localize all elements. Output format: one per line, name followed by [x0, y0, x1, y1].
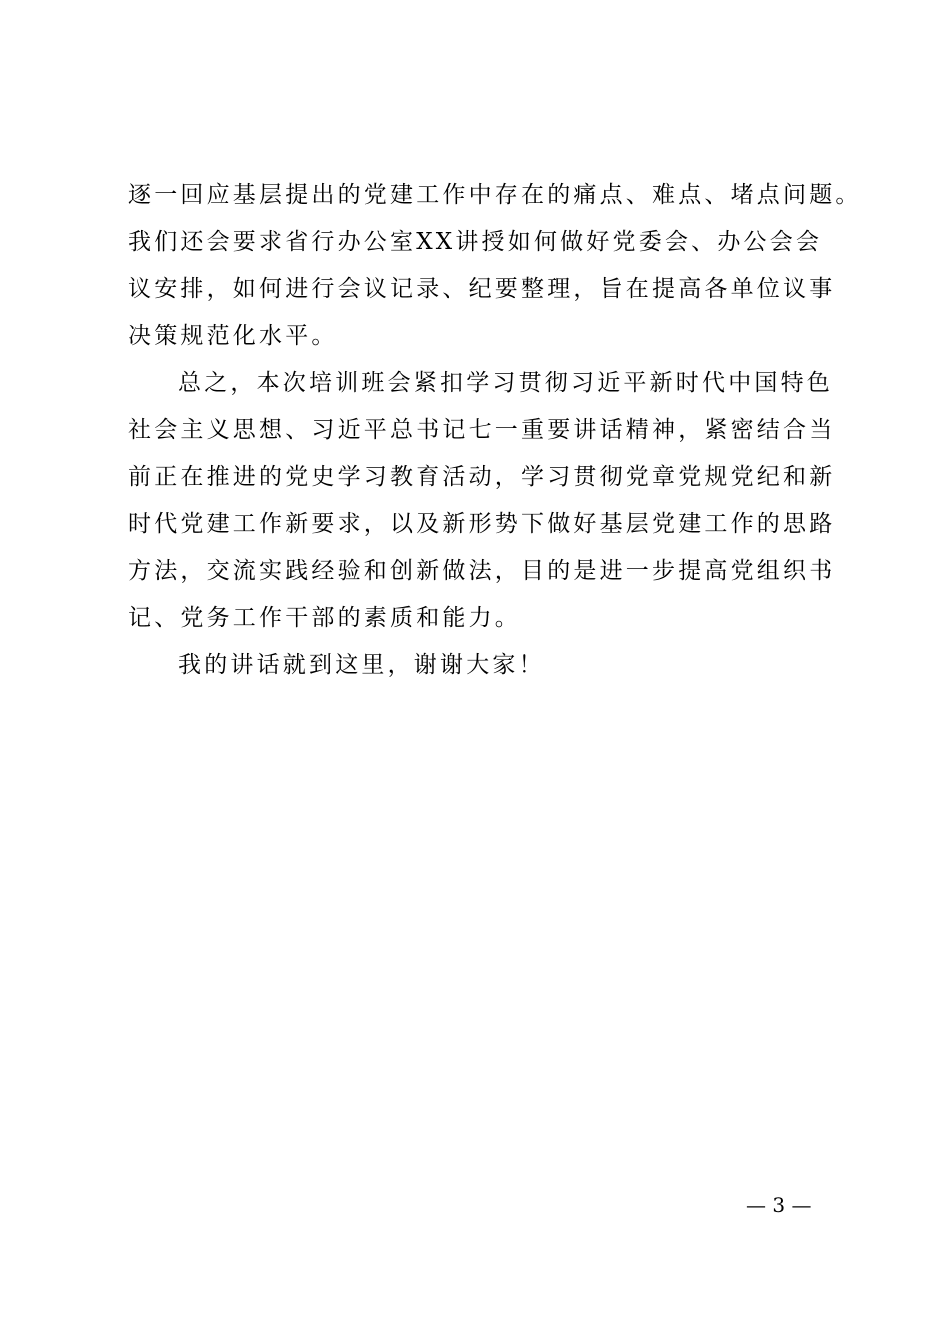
- paragraph-closing: [128, 642, 828, 689]
- text-line: 前正在推进的党史学习教育活动，学习贯彻党章党规党纪和新: [128, 464, 836, 490]
- body-text: [128, 172, 862, 689]
- text-line: 我们还会要求省行办公室XX讲授如何做好党委会、办公会会: [128, 229, 823, 255]
- text-line: 决策规范化水平。: [128, 323, 338, 349]
- text-line: 逐一回应基层提出的党建工作中存在的痛点、难点、堵点问题。: [128, 182, 862, 208]
- text-line: 总之，本次培训班会紧扣学习贯彻习近平新时代中国特色: [178, 370, 833, 396]
- paragraph-continuation: [128, 172, 862, 360]
- text-line: 议安排，如何进行会议记录、纪要整理，旨在提高各单位议事: [128, 276, 836, 302]
- text-line: 社会主义思想、习近平总书记七一重要讲话精神，紧密结合当: [128, 417, 836, 443]
- text-line: 方法，交流实践经验和创新做法，目的是进一步提高党组织书: [128, 558, 836, 584]
- paragraph-summary: [128, 360, 836, 642]
- text-line: 记、党务工作干部的素质和能力。: [128, 605, 521, 631]
- text-line: 我的讲话就到这里，谢谢大家！: [178, 652, 545, 678]
- page-number: — 3 —: [746, 1193, 812, 1217]
- text-line: 时代党建工作新要求，以及新形势下做好基层党建工作的思路: [128, 511, 836, 537]
